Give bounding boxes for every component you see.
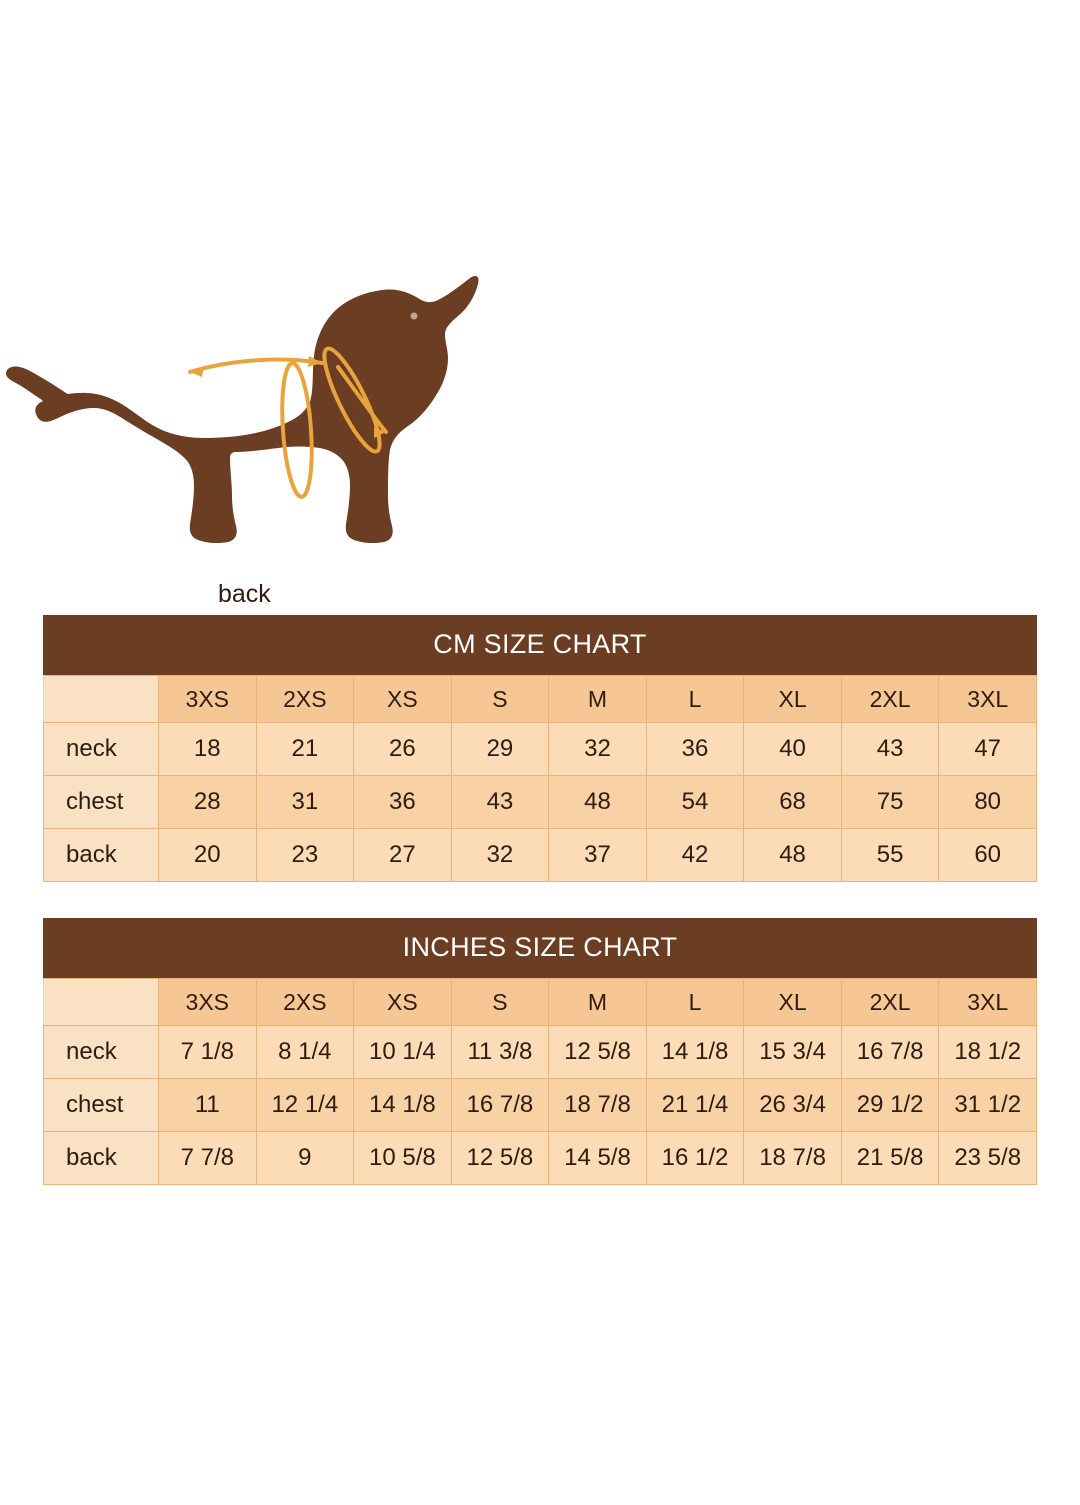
table-cell: 20 bbox=[159, 829, 257, 882]
column-header: 2XL bbox=[841, 979, 939, 1026]
table-cell: 18 bbox=[159, 723, 257, 776]
table-row bbox=[44, 723, 1037, 776]
table-cell: 9 bbox=[256, 1132, 354, 1185]
table-cell: 29 1/2 bbox=[841, 1079, 939, 1132]
table-cell: 40 bbox=[744, 723, 842, 776]
column-header: 2XL bbox=[841, 676, 939, 723]
table-cell: 48 bbox=[744, 829, 842, 882]
table-row bbox=[44, 1026, 1037, 1079]
table-cell: 26 bbox=[354, 723, 452, 776]
column-header: L bbox=[646, 676, 744, 723]
table-cell: 26 3/4 bbox=[744, 1079, 842, 1132]
table-cell: 28 bbox=[159, 776, 257, 829]
column-header: 3XS bbox=[159, 979, 257, 1026]
table-row bbox=[44, 1079, 1037, 1132]
column-header: 3XL bbox=[939, 979, 1037, 1026]
column-header: S bbox=[451, 676, 549, 723]
table-cell: 29 bbox=[451, 723, 549, 776]
table-cell: 54 bbox=[646, 776, 744, 829]
table-cell: 75 bbox=[841, 776, 939, 829]
table-cell: 16 1/2 bbox=[646, 1132, 744, 1185]
table-cell: 12 5/8 bbox=[549, 1026, 647, 1079]
table-corner-cell bbox=[44, 979, 159, 1026]
table-cell: 11 bbox=[159, 1079, 257, 1132]
table-cell: 18 7/8 bbox=[744, 1132, 842, 1185]
table-cell: 16 7/8 bbox=[451, 1079, 549, 1132]
table-cell: 14 1/8 bbox=[354, 1079, 452, 1132]
column-header: 2XS bbox=[256, 676, 354, 723]
row-header: back bbox=[44, 1132, 159, 1185]
table-cell: 7 1/8 bbox=[159, 1026, 257, 1079]
cm-size-chart-block bbox=[43, 615, 1037, 882]
table-cell: 80 bbox=[939, 776, 1037, 829]
table-cell: 36 bbox=[646, 723, 744, 776]
table-cell: 21 1/4 bbox=[646, 1079, 744, 1132]
column-header: XS bbox=[354, 979, 452, 1026]
table-cell: 21 5/8 bbox=[841, 1132, 939, 1185]
table-cell: 10 1/4 bbox=[354, 1026, 452, 1079]
table-cell: 42 bbox=[646, 829, 744, 882]
dog-measurement-diagram bbox=[0, 230, 1080, 608]
table-cell: 21 bbox=[256, 723, 354, 776]
column-header: 3XL bbox=[939, 676, 1037, 723]
back-measure-arrow-left bbox=[190, 366, 204, 377]
column-header: L bbox=[646, 979, 744, 1026]
table-cell: 48 bbox=[549, 776, 647, 829]
row-header: chest bbox=[44, 1079, 159, 1132]
table-cell: 37 bbox=[549, 829, 647, 882]
table-cell: 32 bbox=[451, 829, 549, 882]
table-corner-cell bbox=[44, 676, 159, 723]
row-header: neck bbox=[44, 1026, 159, 1079]
table-cell: 36 bbox=[354, 776, 452, 829]
table-cell: 23 bbox=[256, 829, 354, 882]
column-header: 3XS bbox=[159, 676, 257, 723]
column-header: 2XS bbox=[256, 979, 354, 1026]
column-header: M bbox=[549, 979, 647, 1026]
table-cell: 47 bbox=[939, 723, 1037, 776]
table-cell: 43 bbox=[841, 723, 939, 776]
table-cell: 32 bbox=[549, 723, 647, 776]
table-cell: 12 1/4 bbox=[256, 1079, 354, 1132]
table-cell: 7 7/8 bbox=[159, 1132, 257, 1185]
dog-silhouette bbox=[0, 230, 1080, 600]
column-header: S bbox=[451, 979, 549, 1026]
table-row bbox=[44, 829, 1037, 882]
table-cell: 18 7/8 bbox=[549, 1079, 647, 1132]
table-cell: 8 1/4 bbox=[256, 1026, 354, 1079]
table-cell: 31 1/2 bbox=[939, 1079, 1037, 1132]
table-cell: 31 bbox=[256, 776, 354, 829]
table-cell: 12 5/8 bbox=[451, 1132, 549, 1185]
table-cell: 55 bbox=[841, 829, 939, 882]
table-header-row bbox=[44, 979, 1037, 1026]
cm-size-chart-title: CM SIZE CHART bbox=[43, 615, 1037, 675]
table-cell: 11 3/8 bbox=[451, 1026, 549, 1079]
table-cell: 18 1/2 bbox=[939, 1026, 1037, 1079]
dog-eye bbox=[411, 313, 418, 320]
table-cell: 14 5/8 bbox=[549, 1132, 647, 1185]
row-header: chest bbox=[44, 776, 159, 829]
inches-size-chart-block bbox=[43, 918, 1037, 1185]
table-cell: 15 3/4 bbox=[744, 1026, 842, 1079]
column-header: XS bbox=[354, 676, 452, 723]
table-cell: 14 1/8 bbox=[646, 1026, 744, 1079]
table-cell: 68 bbox=[744, 776, 842, 829]
row-header: neck bbox=[44, 723, 159, 776]
back-measure-line bbox=[190, 360, 322, 372]
cm-size-table bbox=[43, 675, 1037, 882]
inches-size-chart-title: INCHES SIZE CHART bbox=[43, 918, 1037, 978]
table-header-row bbox=[44, 676, 1037, 723]
table-cell: 23 5/8 bbox=[939, 1132, 1037, 1185]
column-header: XL bbox=[744, 676, 842, 723]
table-cell: 43 bbox=[451, 776, 549, 829]
table-row bbox=[44, 776, 1037, 829]
table-cell: 16 7/8 bbox=[841, 1026, 939, 1079]
table-cell: 10 5/8 bbox=[354, 1132, 452, 1185]
table-cell: 60 bbox=[939, 829, 1037, 882]
table-cell: 27 bbox=[354, 829, 452, 882]
table-row bbox=[44, 1132, 1037, 1185]
label-back: back bbox=[218, 580, 271, 608]
column-header: M bbox=[549, 676, 647, 723]
row-header: back bbox=[44, 829, 159, 882]
column-header: XL bbox=[744, 979, 842, 1026]
inches-size-table bbox=[43, 978, 1037, 1185]
